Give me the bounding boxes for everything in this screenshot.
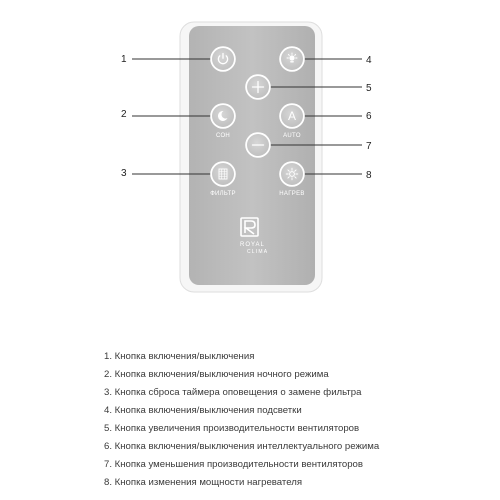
heat-button-label: НАГРЕВ bbox=[279, 191, 305, 197]
sleep-button[interactable] bbox=[210, 103, 236, 129]
filter-button-label: ФИЛЬТР bbox=[210, 191, 236, 197]
button-legend bbox=[104, 348, 494, 492]
filter-button[interactable] bbox=[210, 161, 236, 187]
logo-sub-text: CLIMA bbox=[247, 249, 269, 255]
button-face bbox=[281, 163, 303, 185]
legend-item: 6. Кнопка включения/выключения интеллектуального режима bbox=[104, 441, 380, 452]
legend-item: 3. Кнопка сброса таймера оповещения о замене фильтра bbox=[104, 387, 362, 398]
minus-button[interactable] bbox=[245, 132, 271, 158]
callout-1: 1 bbox=[121, 54, 127, 65]
power-button[interactable] bbox=[210, 46, 236, 72]
legend-item: 5. Кнопка увеличения производительности вентиляторов bbox=[104, 423, 360, 434]
button-face bbox=[212, 48, 234, 70]
letter-a-icon bbox=[288, 109, 296, 123]
callout-4: 4 bbox=[366, 55, 372, 66]
callout-2: 2 bbox=[121, 109, 127, 120]
plus-button[interactable] bbox=[245, 74, 271, 100]
button-face bbox=[212, 105, 234, 127]
callout-7: 7 bbox=[366, 141, 372, 152]
auto-button-label: AUTO bbox=[283, 133, 301, 139]
legend-item: 4. Кнопка включения/выключения подсветки bbox=[104, 405, 302, 416]
sleep-button-label: СОН bbox=[215, 133, 231, 139]
auto-button[interactable] bbox=[279, 103, 305, 129]
callout-5: 5 bbox=[366, 83, 372, 94]
logo-brand-text: ROYAL bbox=[240, 242, 265, 248]
callout-3: 3 bbox=[121, 168, 127, 179]
light-button[interactable] bbox=[279, 46, 305, 72]
legend-item: 7. Кнопка уменьшения производительности вентиляторов bbox=[104, 459, 363, 470]
legend-item: 1. Кнопка включения/выключения bbox=[104, 351, 255, 362]
callout-8: 8 bbox=[366, 170, 372, 181]
callout-6: 6 bbox=[366, 111, 372, 122]
heat-button[interactable] bbox=[279, 161, 305, 187]
auto-glyph: A bbox=[287, 109, 297, 123]
legend-item: 2. Кнопка включения/выключения ночного режима bbox=[104, 369, 329, 380]
legend-item: 8. Кнопка изменения мощности нагревателя bbox=[104, 477, 303, 488]
